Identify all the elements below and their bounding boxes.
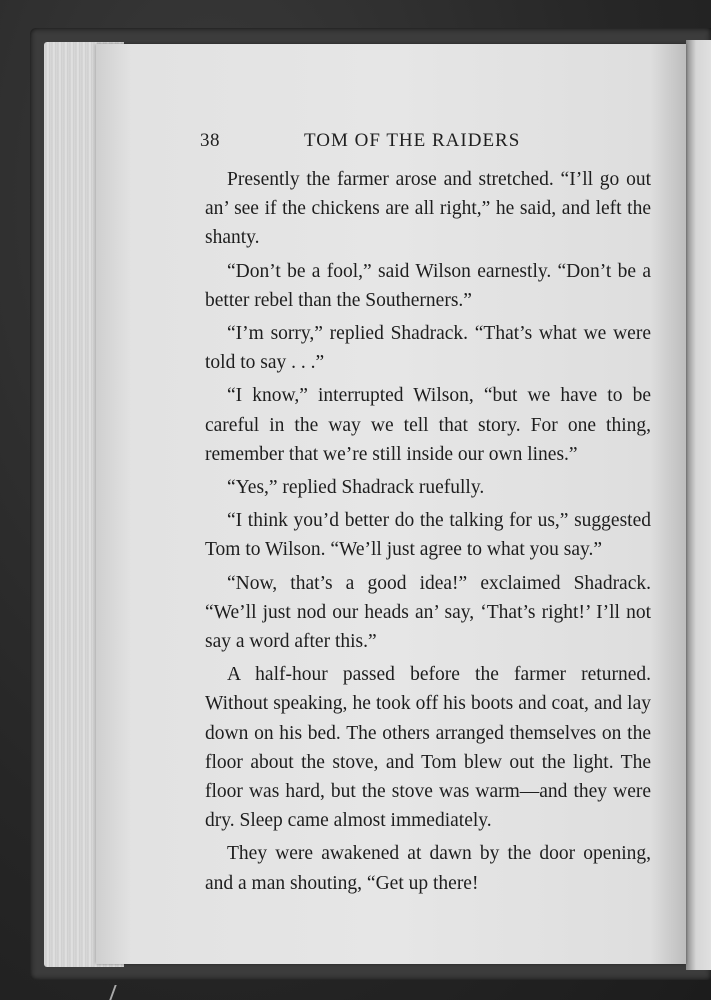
paragraph: “Yes,” replied Shadrack ruefully. xyxy=(227,477,485,499)
paragraph: Presently the farmer arose and stretched. “I’ll go out an’ see if the chickens are all right,” he said, and left the shanty. xyxy=(205,169,651,249)
page-number: 38 xyxy=(200,130,220,151)
paragraph: “Now, that’s a good idea!” exclaimed Shadrack. “We’ll just nod our heads an’ say, ‘That’s right!’ I’ll not say a word after this.” xyxy=(205,572,651,653)
paragraph: “I think you’d better do the talking for us,” suggested Tom to Wilson. “We’ll just agree to what you say.” xyxy=(205,510,651,561)
body-text xyxy=(205,165,651,902)
paragraph: A half-hour passed before the farmer returned. Without speaking, he took off his boots and coat, and lay down on his bed. The others arranged themselves on the floor about the stove, and Tom blew out the light. The floor was hard, but the stove was warm—and they were dry. Sleep came almost immediately. xyxy=(205,664,651,832)
paragraph: “I’m sorry,” replied Shadrack. “That’s what we were told to say . . .” xyxy=(205,323,651,374)
page-header xyxy=(200,130,640,158)
running-head: TOM OF THE RAIDERS xyxy=(304,130,521,151)
paragraph: “I know,” interrupted Wilson, “but we have to be careful in the way we tell that story. For one thing, remember that we’re still inside our own lines.” xyxy=(205,385,651,465)
facing-page-edge xyxy=(686,40,711,970)
paragraph: They were awakened at dawn by the door opening, and a man shouting, “Get up there! xyxy=(205,843,651,894)
paragraph: “Don’t be a fool,” said Wilson earnestly. “Don’t be a better rebel than the Southerners.” xyxy=(205,260,651,311)
